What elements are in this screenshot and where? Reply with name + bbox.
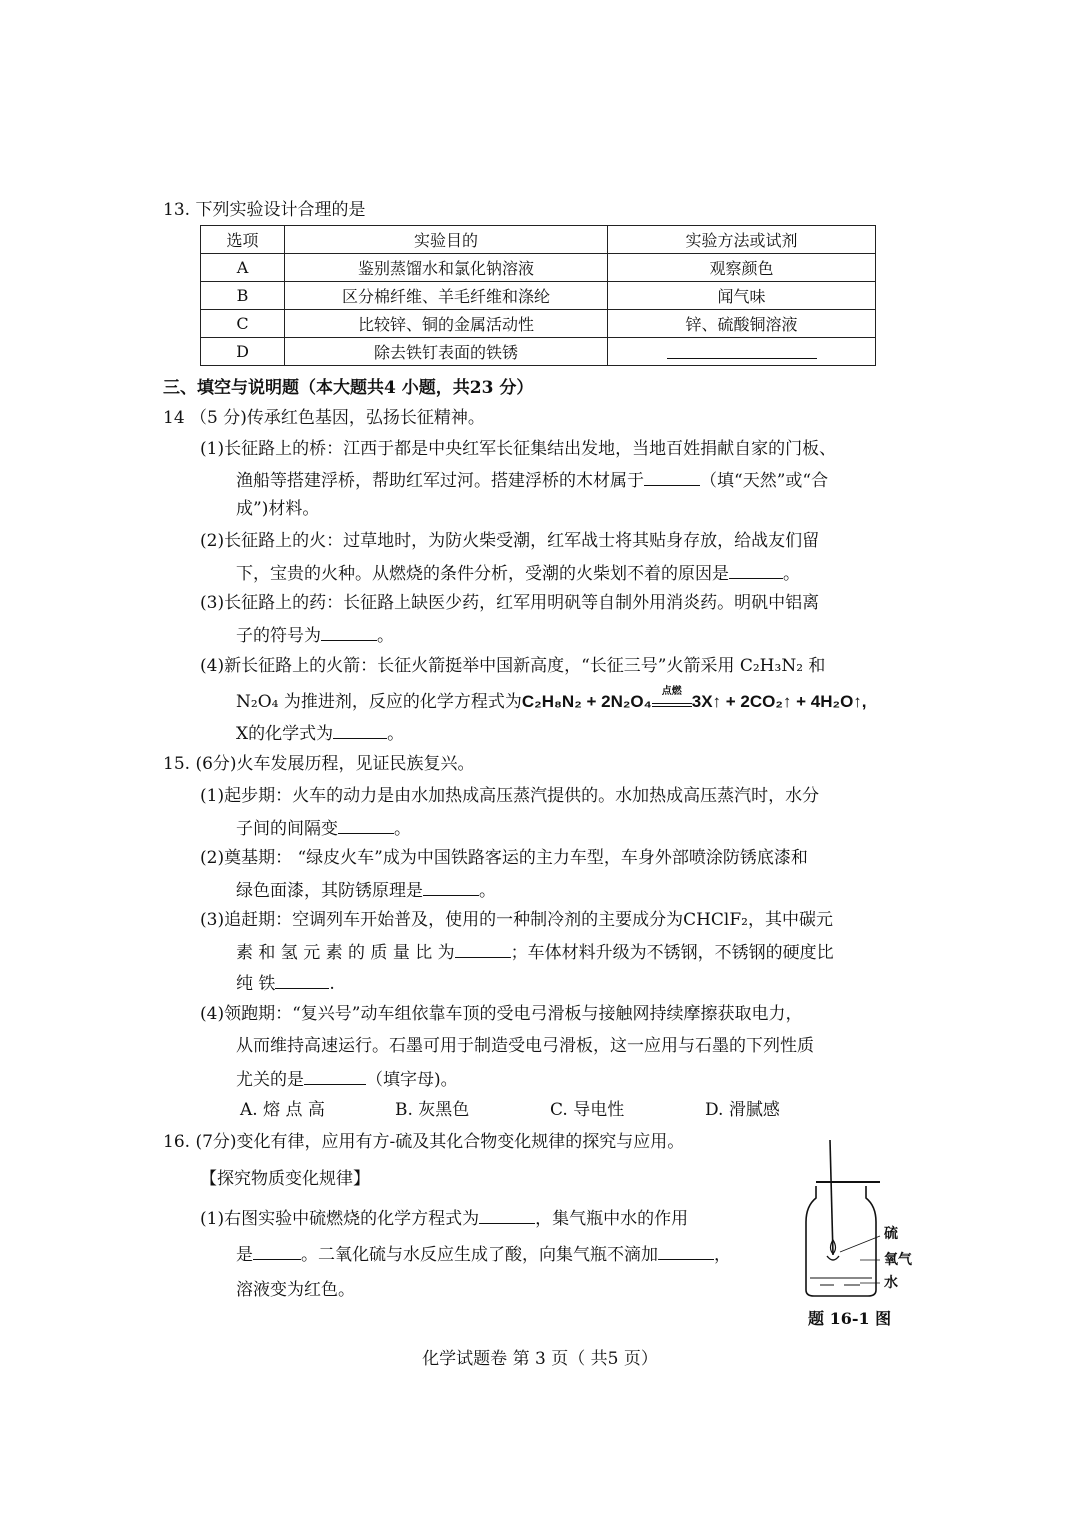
text: 素 和 氢 元 素 的 质 量 比 为 (236, 943, 455, 963)
table-cell: 闻气味 (608, 282, 876, 310)
table-row (201, 282, 876, 310)
section-title: 三、填空与说明题（本大题共4 小题，共23 分） (163, 378, 534, 398)
text: 纯 铁 (236, 974, 276, 994)
table-cell: 区分棉纤维、羊毛纤维和涤纶 (285, 282, 608, 310)
text: （填字母)。 (366, 1070, 458, 1090)
text: 是 (236, 1245, 253, 1265)
q14-p3-line1: (3)长征路上的药：长征路上缺医少药，红军用明矾等自制外用消炎药。明矾中铝离 (200, 593, 820, 613)
q16-p1-line2 (236, 1241, 731, 1267)
table-cell: C (201, 310, 285, 338)
reaction-arrow (652, 686, 692, 707)
answer-blank[interactable] (304, 1066, 366, 1085)
text: 。 (387, 724, 405, 744)
q15-p1-line2 (236, 815, 411, 841)
table-header: 选项 (201, 226, 285, 254)
q14-p4-line2 (236, 686, 867, 714)
q16-stem: 16. (7分)变化有律，应用有方-硫及其化合物变化规律的探究与应用。 (163, 1132, 685, 1152)
reaction-condition: 点燃 (661, 686, 682, 697)
answer-blank[interactable] (423, 877, 479, 896)
table-cell: 锌、硫酸铜溶液 (608, 310, 876, 338)
q15-p3-line3 (236, 970, 335, 996)
q15-option-b: B. 灰黑色 (395, 1100, 470, 1120)
equation-left: C₂H₈N₂ + 2N₂O₄ (521, 692, 652, 711)
q15-p2-line1: (2)奠基期： “绿皮火车”成为中国铁路客运的主力车型，车身外部喷涂防锈底漆和 (200, 848, 808, 868)
table-cell: 观察颜色 (608, 254, 876, 282)
q16-p1-line1 (200, 1205, 688, 1231)
q16-p1-line3: 溶液变为红色。 (236, 1280, 355, 1300)
table-cell: A (201, 254, 285, 282)
answer-blank[interactable] (275, 970, 329, 989)
answer-blank-cell[interactable] (608, 338, 876, 366)
q14-p3-line2 (236, 622, 394, 648)
table-row (201, 254, 876, 282)
q15-p3-line2 (236, 939, 834, 965)
text: 。二氧化硫与水反应生成了酸，向集气瓶不滴加 (301, 1245, 658, 1265)
q15-p1-line1: (1)起步期：火车的动力是由水加热成高压蒸汽提供的。水加热成高压蒸汽时，水分 (200, 786, 820, 806)
text: ， (714, 1245, 731, 1265)
page-footer: 化学试题卷 第 3 页（ 共5 页） (422, 1349, 658, 1369)
answer-blank[interactable] (729, 560, 783, 579)
q15-option-a: A. 熔 点 高 (240, 1100, 325, 1120)
answer-blank[interactable] (667, 340, 817, 359)
text: 。 (394, 819, 411, 839)
q14-p2-line2 (236, 560, 800, 586)
answer-blank[interactable] (333, 720, 387, 739)
text: ；车体材料升级为不锈钢，不锈钢的硬度比 (510, 943, 834, 963)
q13-table (200, 225, 876, 366)
label-sulfur: 硫 (884, 1226, 898, 1242)
text: 。 (377, 626, 394, 646)
answer-blank[interactable] (321, 622, 377, 641)
text: X的化学式为 (236, 724, 334, 744)
q15-option-d: D. 滑腻感 (705, 1100, 780, 1120)
text: （填“天然”或“合 (700, 471, 829, 491)
answer-blank[interactable] (253, 1241, 301, 1260)
q15-stem: 15. (6分)火车发展历程，见证民族复兴。 (163, 754, 475, 774)
text: 尤关的是 (236, 1070, 304, 1090)
table-row (201, 338, 876, 366)
q15-p2-line2 (236, 877, 496, 903)
q14-p1-line2 (236, 467, 828, 493)
q15-p4-line1: (4)领跑期：“复兴号”动车组依靠车顶的受电弓滑板与接触网持续摩擦获取电力， (200, 1004, 803, 1024)
table-cell: D (201, 338, 285, 366)
q14-p1-line3: 成”)材料。 (236, 499, 320, 519)
q14-p2-line1: (2)长征路上的火：过草地时，为防火柴受潮，红军战士将其贴身存放，给战友们留 (200, 531, 820, 551)
text: N₂O₄ 为推进剂，反应的化学方程式为 (236, 692, 522, 712)
text: 下，宝贵的火种。从燃烧的条件分析，受潮的火柴划不着的原因是 (236, 564, 729, 584)
gas-jar-diagram (800, 1140, 926, 1305)
answer-blank[interactable] (658, 1241, 714, 1260)
text: 子间的间隔变 (236, 819, 338, 839)
q15-p4-line2: 从而维持高速运行。石墨可用于制造受电弓滑板，这一应用与石墨的下列性质 (236, 1036, 814, 1056)
label-oxygen: 氧气 (884, 1252, 912, 1268)
text: 绿色面漆，其防锈原理是 (236, 881, 423, 901)
text: . (329, 974, 335, 994)
table-cell: 除去铁钉表面的铁锈 (285, 338, 608, 366)
answer-blank[interactable] (455, 939, 511, 958)
equation-right: 3X↑ + 2CO₂↑ + 4H₂O↑, (691, 692, 867, 711)
table-header-row (201, 226, 876, 254)
q14-p1-line1: (1)长征路上的桥：江西于都是中央红军长征集结出发地，当地百姓捐献自家的门板、 (200, 439, 837, 459)
q14-p4-line1: (4)新长征路上的火箭：长征火箭挺举中国新高度，“长征三号”火箭采用 C₂H₃N₂ 和 (200, 656, 826, 676)
table-cell: 比较锌、铜的金属活动性 (285, 310, 608, 338)
answer-blank[interactable] (644, 467, 700, 486)
table-header: 实验方法或试剂 (608, 226, 876, 254)
q15-p4-line3 (236, 1066, 458, 1092)
q15-option-c: C. 导电性 (550, 1100, 625, 1120)
answer-blank[interactable] (338, 815, 394, 834)
text: ，集气瓶中水的作用 (535, 1209, 689, 1229)
answer-blank[interactable] (479, 1205, 535, 1224)
text: 。 (479, 881, 496, 901)
q16-subheading: 【探究物质变化规律】 (200, 1169, 370, 1189)
text: 子的符号为 (236, 626, 321, 646)
q15-p3-line1: (3)追赶期：空调列车开始普及，使用的一种制冷剂的主要成分为CHClF₂，其中碳元 (200, 910, 833, 930)
q14-p4-line3 (236, 720, 404, 746)
text: 。 (783, 564, 800, 584)
figure-caption: 题 16-1 图 (808, 1309, 892, 1328)
table-cell: B (201, 282, 285, 310)
q14-stem: 14 （5 分)传承红色基因，弘扬长征精神。 (163, 408, 485, 428)
q13-stem: 13. 下列实验设计合理的是 (163, 200, 366, 220)
table-row (201, 310, 876, 338)
label-water: 水 (884, 1275, 898, 1291)
text: (1)右图实验中硫燃烧的化学方程式为 (200, 1209, 480, 1229)
table-header: 实验目的 (285, 226, 608, 254)
text: 渔船等搭建浮桥，帮助红军过河。搭建浮桥的木材属于 (236, 471, 644, 491)
table-cell: 鉴别蒸馏水和氯化钠溶液 (285, 254, 608, 282)
